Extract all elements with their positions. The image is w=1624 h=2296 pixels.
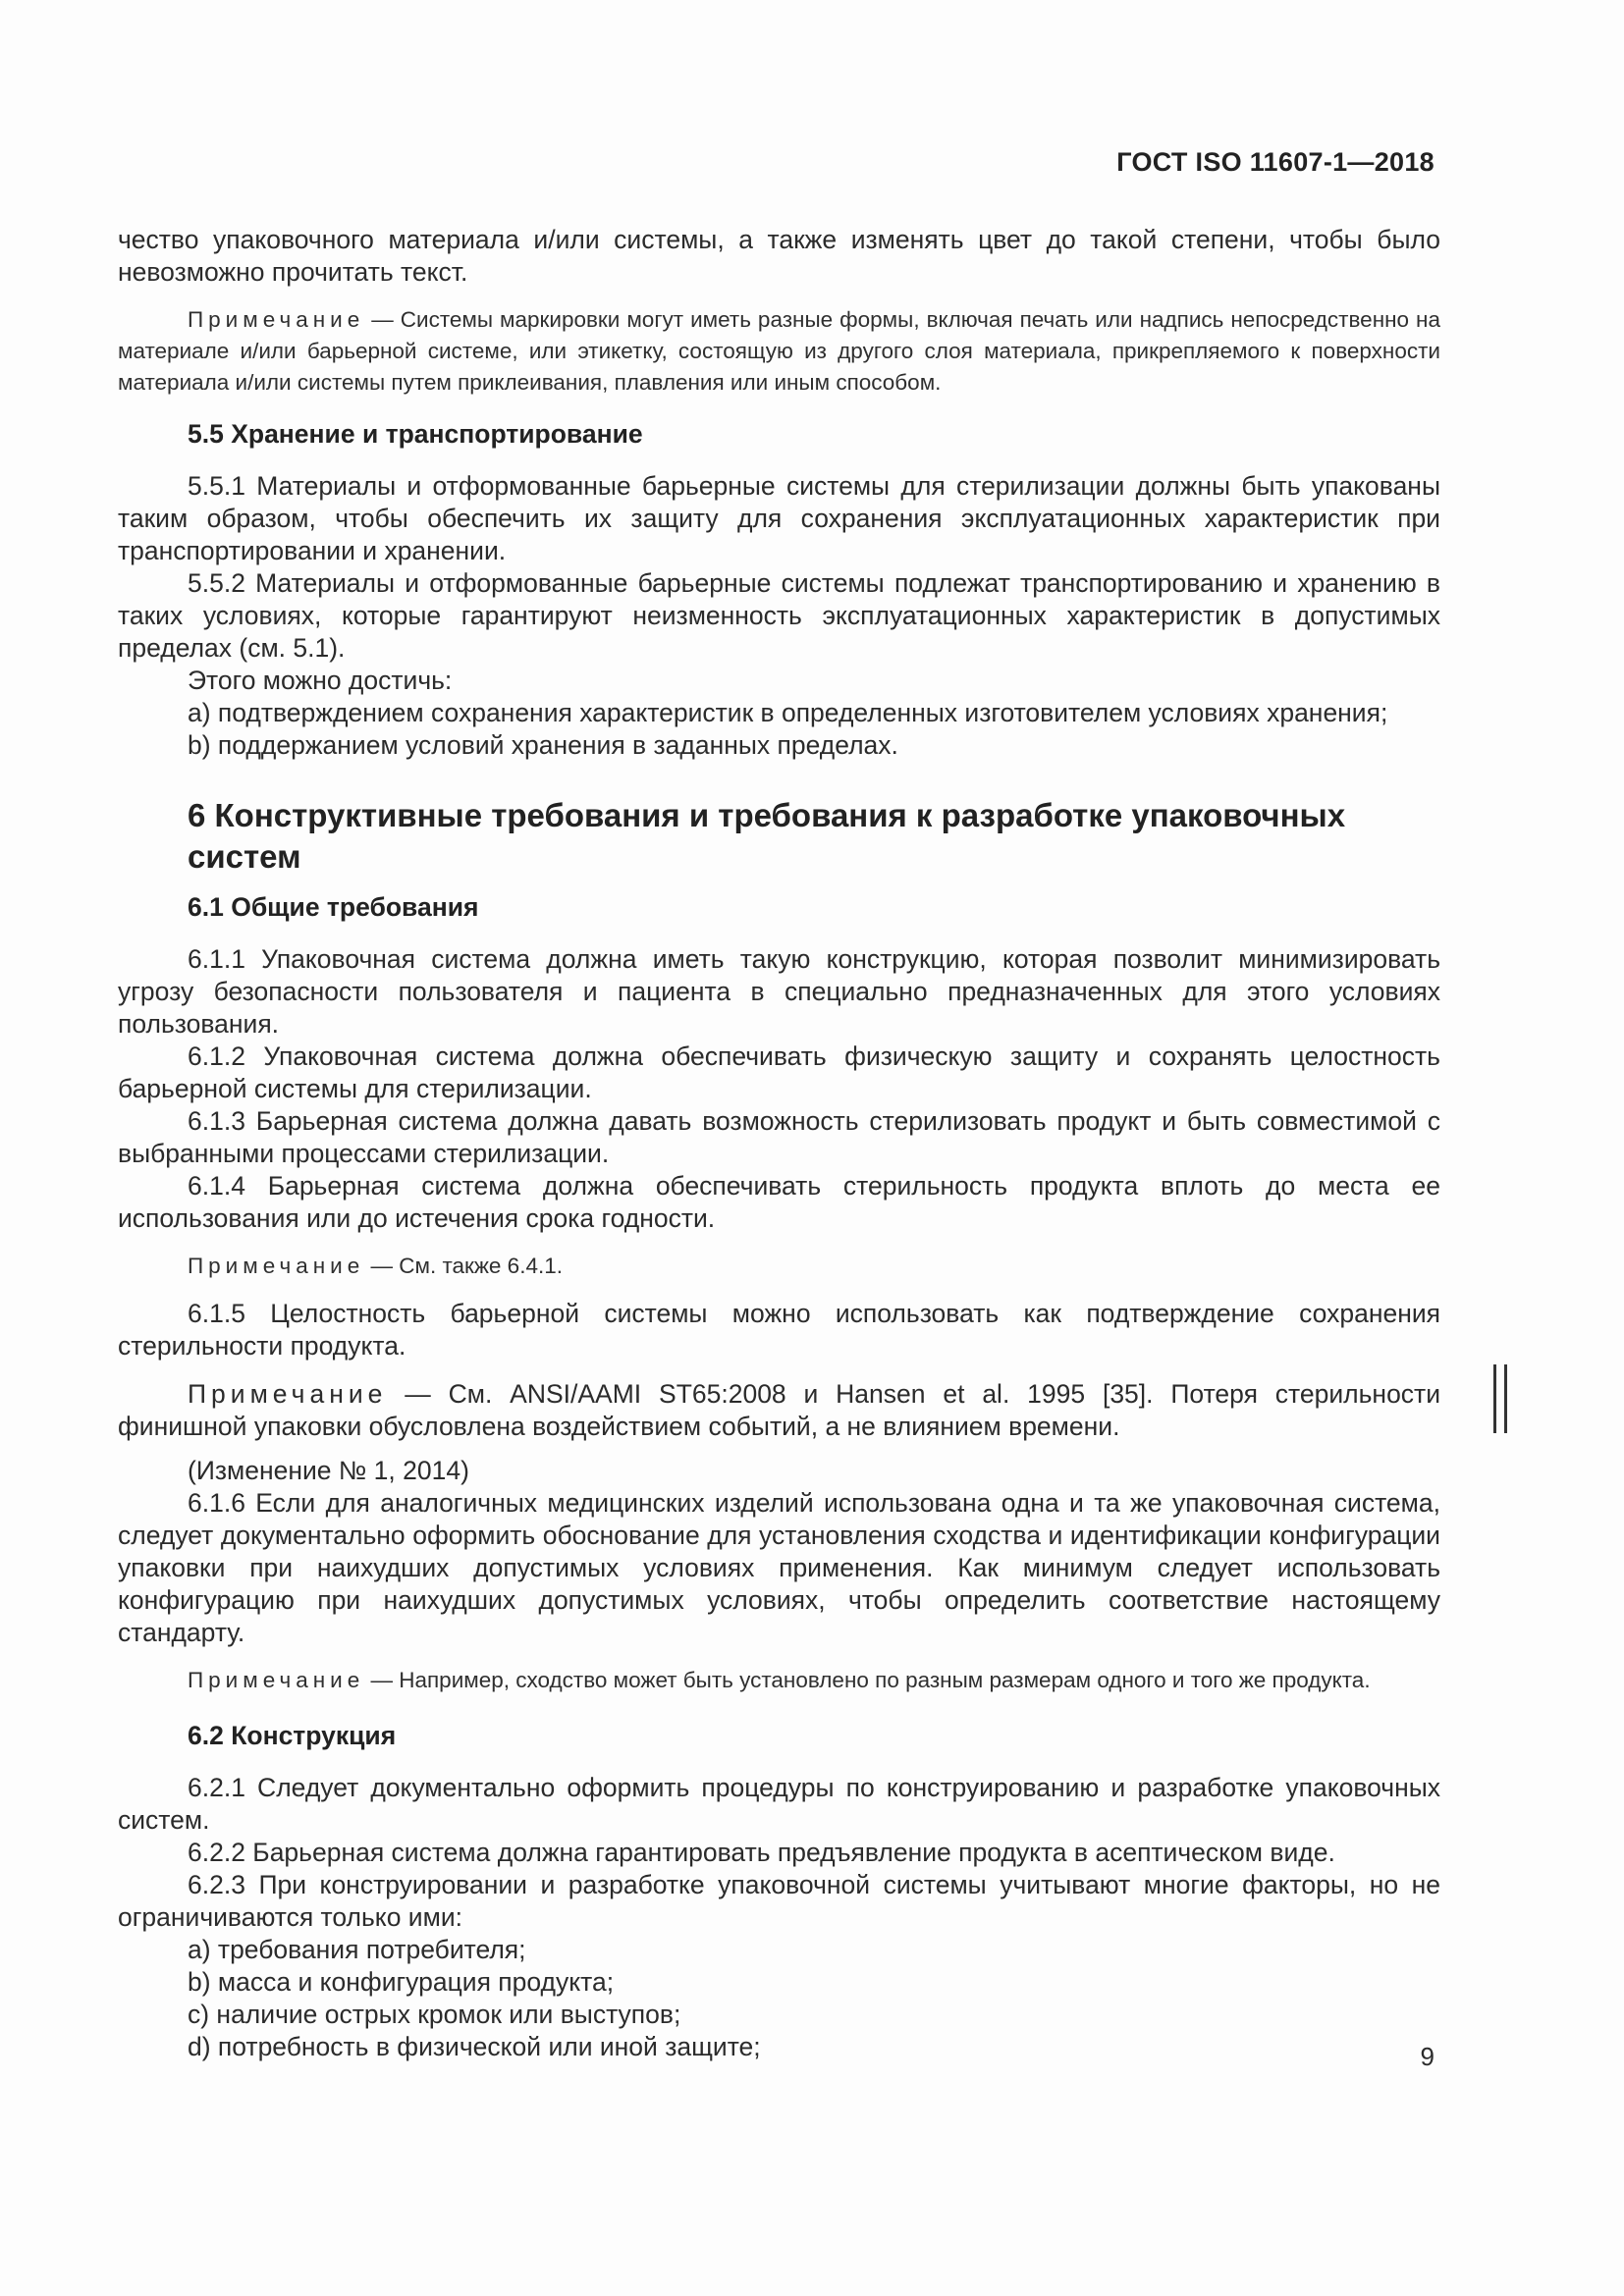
note-6-1-4 <box>118 1251 1440 1282</box>
clause-6-1-2: 6.1.2 Упаковочная система должна обеспечивать физическую защиту и сохранять целостность барьерной системы для стерилизации. <box>118 1041 1440 1103</box>
change-bar-right <box>1504 1364 1507 1433</box>
list-item-c: c) наличие острых кромок или выступов; <box>188 2000 681 2029</box>
note-label: Примечание <box>188 1379 388 1409</box>
section-heading-6-line2: систем <box>188 838 301 875</box>
list-item-a: a) требования потребителя; <box>188 1935 526 1964</box>
clause-6-2-2: 6.2.2 Барьерная система должна гарантировать предъявление продукта в асептическом виде. <box>188 1838 1335 1867</box>
note-label: Примечание <box>188 1254 365 1278</box>
paragraph-achieve: Этого можно достичь: <box>188 666 453 695</box>
section-heading-6-line1: 6 Конструктивные требования и требования к разработке упаковочных <box>188 797 1346 833</box>
paragraph-intro: чество упаковочного материала и/или системы, а также изменять цвет до такой степени, чтобы было невозможно прочитать текст. <box>118 225 1440 287</box>
clause-6-1-6: 6.1.6 Если для аналогичных медицинских изделий использована одна и та же упаковочная система, следует документально оформить обоснование для установления сходства и идентификации конфигурации упаковки при наихудших допустимых условиях применения. Как минимум следует использовать конфигурацию при наихудших допустимых условиях, чтобы определить соответствие настоящему стандарту. <box>118 1488 1440 1647</box>
clause-6-2-3: 6.2.3 При конструировании и разработке упаковочной системы учитывают многие факторы, но не ограничиваются только ими: <box>118 1870 1440 1932</box>
note-6-1-6 <box>118 1665 1440 1696</box>
section-heading-5-5: 5.5 Хранение и транспортирование <box>188 419 643 449</box>
section-heading-6 <box>118 795 1440 878</box>
clause-6-1-5: 6.1.5 Целостность барьерной системы можно использовать как подтверждение сохранения стерильности продукта. <box>118 1299 1440 1361</box>
page-content <box>118 224 1440 2063</box>
list-item-a: a) подтверждением сохранения характеристик в определенных изготовителем условиях хранения; <box>188 698 1388 727</box>
clause-6-2-1: 6.2.1 Следует документально оформить процедуры по конструированию и разработке упаковочных систем. <box>118 1773 1440 1835</box>
clause-6-1-1: 6.1.1 Упаковочная система должна иметь такую конструкцию, которая позволит минимизировать угрозу безопасности пользователя и пациента в специально предназначенных для этого условиях пользования. <box>118 944 1440 1039</box>
note-text: — См. ANSI/AAMI ST65:2008 и Hansen et al. 1995 [35]. Потеря стерильности финишной упаковки обусловлена воздействием событий, а не влиянием времени. <box>118 1379 1440 1441</box>
section-heading-6-2: 6.2 Конструкция <box>188 1721 397 1750</box>
clause-5-5-1: 5.5.1 Материалы и отформованные барьерные системы для стерилизации должны быть упакованы таким образом, чтобы обеспечить их защиту для сохранения эксплуатационных характеристик при транспортировании и хранении. <box>118 471 1440 565</box>
note-marking <box>118 304 1440 399</box>
note-label: Примечание <box>188 307 365 332</box>
list-item-b: b) поддержанием условий хранения в заданных пределах. <box>188 730 898 760</box>
page-number: 9 <box>1420 2042 1435 2071</box>
list-item-b: b) масса и конфигурация продукта; <box>188 1967 615 1997</box>
note-text: — Системы маркировки могут иметь разные формы, включая печать или надпись непосредственно на материале и/или барьерной системе, или этикетку, состоящую из другого слоя материала, прикрепляемого к поверхности материала и/или системы путем приклеивания, плавления или иным способом. <box>118 307 1440 395</box>
clause-5-5-2: 5.5.2 Материалы и отформованные барьерные системы подлежат транспортированию и хранению в таких условиях, которые гарантируют неизменность эксплуатационных характеристик в допустимых пределах (см. 5.1). <box>118 568 1440 663</box>
clause-6-1-4: 6.1.4 Барьерная система должна обеспечивать стерильность продукта вплоть до места ее использования или до истечения срока годности. <box>118 1171 1440 1233</box>
section-heading-6-1: 6.1 Общие требования <box>188 892 479 922</box>
standard-code-header: ГОСТ ISO 11607-1—2018 <box>1116 147 1435 177</box>
note-text: — См. также 6.4.1. <box>364 1254 563 1278</box>
change-note: (Изменение № 1, 2014) <box>188 1456 469 1485</box>
change-bar-left <box>1493 1364 1496 1433</box>
note-6-1-5 <box>118 1378 1440 1443</box>
note-text: — Например, сходство может быть установлено по разным размерам одного и того же продукта. <box>364 1668 1371 1692</box>
note-label: Примечание <box>188 1668 365 1692</box>
list-item-d: d) потребность в физической или иной защите; <box>188 2032 761 2061</box>
clause-6-1-3: 6.1.3 Барьерная система должна давать возможность стерилизовать продукт и быть совместимой с выбранными процессами стерилизации. <box>118 1106 1440 1168</box>
